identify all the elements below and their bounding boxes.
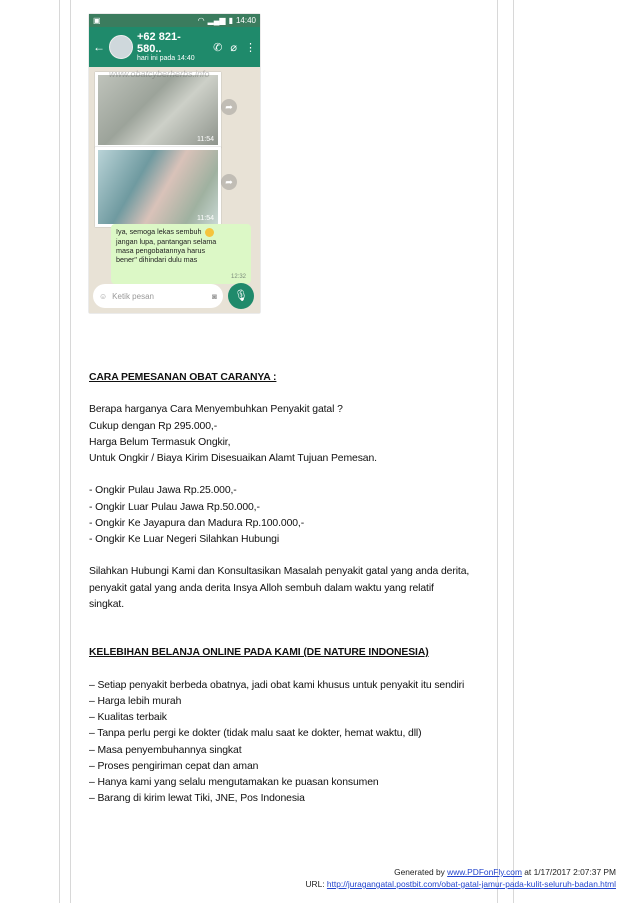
price-value: Cukup dengan Rp 295.000,-	[89, 420, 218, 432]
consult-line: singkat.	[89, 598, 125, 610]
consult-line: penyakit gatal yang anda derita Insya Alloh sembuh dalam waktu yang relatif	[89, 582, 434, 594]
price-note: Harga Belum Termasuk Ongkir,	[89, 436, 231, 448]
source-url-link[interactable]: http://juragangatal.postbit.com/obat-gatal-jamur-pada-kulit-seluruh-badan.html	[326, 879, 616, 889]
share-icon-2: ➦	[221, 174, 237, 190]
margin-line-left-inner	[70, 0, 71, 903]
shipping-note: Untuk Ongkir / Biaya Kirim Disesuaikan Alamt Tujuan Pemesan.	[89, 453, 377, 464]
chat-photo-2	[95, 147, 221, 227]
margin-line-right-outer	[513, 0, 514, 903]
advantage-item: – Barang di kirim lewat Tiki, JNE, Pos Indonesia	[89, 793, 305, 805]
photo-1-time: 11:54	[197, 136, 214, 143]
bubble-line-3: masa pengobatannya harus	[116, 245, 206, 255]
bubble-line-2: jangan lupa, pantangan selama	[116, 236, 217, 246]
advantage-item: – Proses pengiriman cepat dan aman	[89, 760, 259, 772]
contact-info	[137, 31, 205, 63]
chat-photo-1	[95, 72, 221, 148]
ongkir-item: - Ongkir Ke Jayapura dan Madura Rp.100.000,-	[89, 517, 305, 529]
bubble-line-1: Iya, semoga lekas sembuh	[116, 227, 202, 236]
share-icon: ➦	[221, 99, 237, 115]
advantage-item: – Harga lebih murah	[89, 695, 182, 707]
smile-emoji-icon	[205, 228, 214, 237]
generated-line: Generated by www.PDFonFly.com at 1/17/2017 2:07:37 PM	[394, 867, 616, 877]
phone-call-icon: ✆	[213, 41, 223, 54]
advantage-item: – Tanpa perlu pergi ke dokter (tidak malu saat ke dokter, hemat waktu, dll)	[89, 728, 422, 740]
paperclip-icon: ⌀	[230, 41, 237, 54]
chat-message-bubble	[111, 224, 251, 284]
article-text	[89, 370, 489, 807]
pdfonfly-link[interactable]: www.PDFonFly.com	[447, 867, 522, 877]
phone-status-bar	[89, 14, 260, 27]
bubble-time: 12:32	[230, 273, 246, 280]
pdf-footer	[305, 866, 616, 890]
advantage-item: – Masa penyembuhannya singkat	[89, 744, 242, 756]
url-line: URL: http://juragangatal.postbit.com/obat-gatal-jamur-pada-kulit-seluruh-badan.html	[305, 879, 616, 889]
ongkir-item: - Ongkir Ke Luar Negeri Silahkan Hubungi	[89, 534, 280, 545]
camera-icon: ◙	[212, 291, 217, 301]
microphone-icon: 🎙	[228, 283, 254, 309]
message-input-placeholder: Ketik pesan	[112, 291, 154, 301]
margin-line-right-inner	[497, 0, 498, 903]
contact-number: +62 821-580..	[137, 31, 181, 56]
advantage-item: – Setiap penyakit berbeda obatnya, jadi obat kami khusus untuk penyakit itu sendiri	[89, 679, 465, 691]
photo-2-time: 11:54	[197, 215, 214, 222]
order-heading: CARA PEMESANAN OBAT CARANYA :	[89, 372, 277, 383]
advantages-heading: KELEBIHAN BELANJA ONLINE PADA KAMI (DE NATURE INDONESIA)	[89, 647, 429, 659]
contact-last-seen: hari ini pada 14:40	[137, 55, 195, 63]
ongkir-item: - Ongkir Luar Pulau Jawa Rp.50.000,-	[89, 501, 260, 513]
status-time: 14:40	[235, 16, 256, 25]
more-vertical-icon: ⋮	[245, 41, 256, 54]
emoji-icon: ☺	[99, 291, 108, 301]
chat-header	[89, 27, 260, 67]
signal-icon: ▂▄▆	[207, 16, 226, 25]
battery-icon: ▮	[228, 16, 233, 25]
back-arrow-icon: ←	[93, 40, 105, 54]
price-question: Berapa harganya Cara Menyembuhkan Penyakit gatal ?	[89, 404, 343, 416]
consult-line: Silahkan Hubungi Kami dan Konsultasikan Masalah penyakit gatal yang anda derita,	[89, 566, 470, 578]
margin-line-left-outer	[59, 0, 60, 903]
whatsapp-screenshot	[89, 14, 260, 313]
advantage-item: – Kualitas terbaik	[89, 712, 167, 724]
bubble-line-4: bener" dihindari dulu mas	[116, 254, 198, 264]
advantage-item: – Hanya kami yang selalu mengutamakan ke puasan konsumen	[89, 776, 379, 788]
wifi-icon: ◠	[197, 16, 205, 25]
status-left-icons: ▣	[93, 16, 101, 25]
message-input-bar	[93, 284, 223, 308]
watermark-text: www.obatcyberherbs.info	[109, 69, 210, 79]
ongkir-item: - Ongkir Pulau Jawa Rp.25.000,-	[89, 485, 237, 497]
avatar	[109, 35, 133, 59]
